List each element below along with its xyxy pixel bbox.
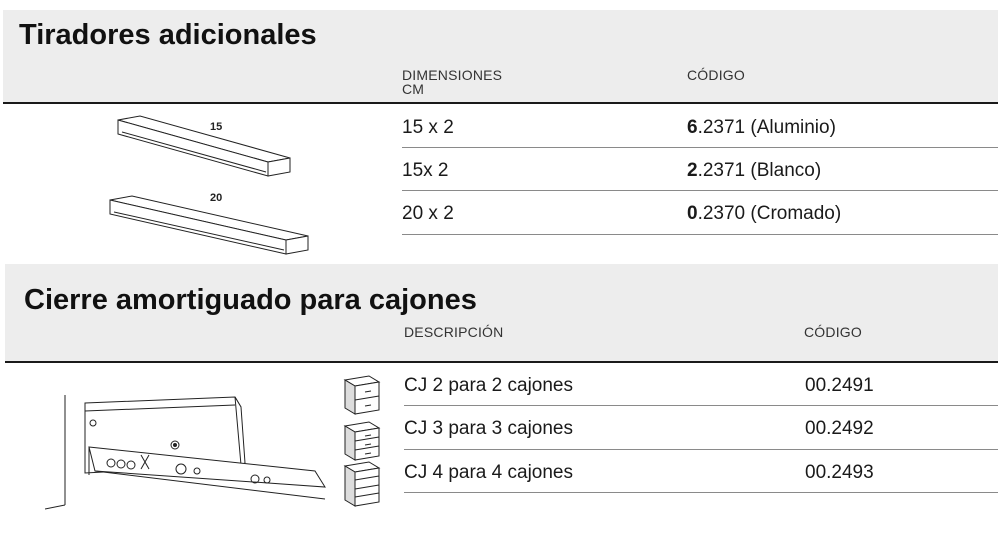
handle-20-label: 20: [210, 192, 223, 204]
section2-row2-code: 00.2492: [805, 418, 874, 439]
section2-row1-separator: [404, 405, 998, 406]
section2-title: Cierre amortiguado para cajones: [24, 284, 477, 316]
code-prefix: 2: [687, 160, 698, 181]
code-suffix: .2370 (Cromado): [697, 203, 842, 224]
section1-row2-dim: 15x 2: [402, 160, 449, 181]
handle-15-drawing: [118, 116, 290, 176]
section1-row1-dim: 15 x 2: [402, 117, 454, 138]
section1-row3-code: [687, 203, 841, 225]
section2-row2-separator: [404, 449, 998, 450]
section1-header-band: [3, 10, 998, 103]
section1-col-code-header: CÓDIGO: [687, 67, 745, 83]
section1-row3-dim: 20 x 2: [402, 203, 454, 224]
section2-row1-code: 00.2491: [805, 375, 874, 396]
handle-20-drawing: [110, 196, 308, 254]
code-prefix: 6: [687, 117, 698, 138]
section2-header-rule: [5, 361, 998, 363]
section2-header-band: [5, 264, 998, 361]
code-prefix: 0: [687, 203, 698, 224]
section2-row2-desc: CJ 3 para 3 cajones: [404, 418, 573, 439]
section2-row1-desc: CJ 2 para 2 cajones: [404, 375, 573, 396]
section1-row1-separator: [402, 147, 998, 148]
section2-row3-separator: [404, 492, 998, 493]
section2-col-description-header: DESCRIPCIÓN: [404, 324, 504, 340]
section1-row1-code: [687, 117, 836, 139]
section2-row3-desc: CJ 4 para 4 cajones: [404, 462, 573, 483]
section2-row3-code: 00.2493: [805, 462, 874, 483]
section1-row2-code: [687, 160, 821, 182]
code-suffix: .2371 (Aluminio): [697, 117, 836, 138]
code-suffix: .2371 (Blanco): [697, 160, 822, 181]
dimensions-header-line2: CM: [402, 81, 425, 97]
section1-title: Tiradores adicionales: [19, 19, 317, 51]
handle-illustration: [100, 108, 320, 268]
handle-15-label: 15: [210, 121, 223, 133]
soft-close-mechanism-illustration: [45, 375, 335, 515]
section2-col-code-header: CÓDIGO: [804, 324, 862, 340]
drawer-units-illustration: [339, 372, 389, 512]
section1-row3-separator: [402, 234, 998, 235]
section1-col-dimensions-header: [402, 68, 502, 96]
dimensions-header-line1: DIMENSIONES: [402, 67, 503, 83]
section1-header-rule: [3, 102, 998, 104]
section1-row2-separator: [402, 190, 998, 191]
